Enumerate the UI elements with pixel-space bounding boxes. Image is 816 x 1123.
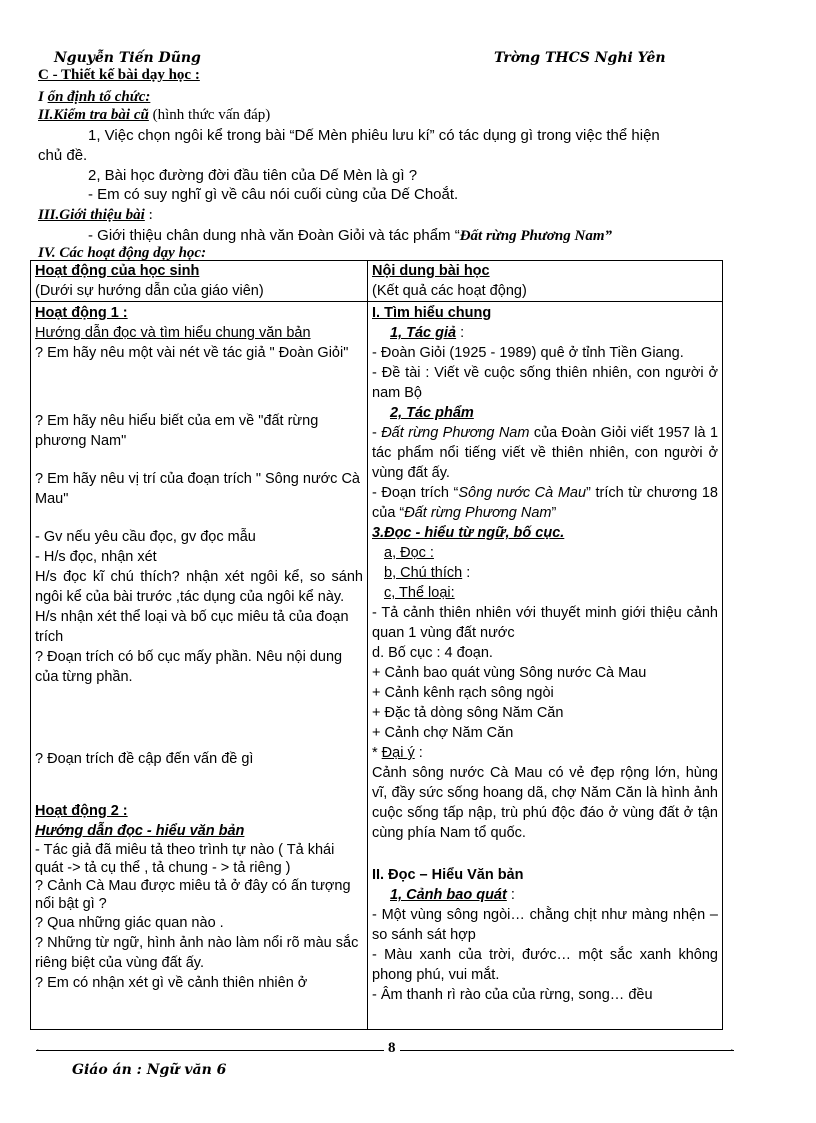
- intro-text: [88, 226, 612, 246]
- author-label: 1, Tác giả: [390, 325, 457, 341]
- question-issue: ? Đoạn trích đề cập đến vấn đề gì: [35, 751, 254, 767]
- genre-text: - Tả cảnh thiên nhiên với thuyết minh giới thiệu cảnh quan 1 vùng đất nước: [372, 605, 718, 641]
- intro-work-title: Đất rừng Phương Nam”: [459, 228, 613, 244]
- question-senses: ? Qua những giác quan nào .: [35, 915, 224, 931]
- item-c: c, Thể loại:: [384, 585, 455, 601]
- left-content-cell: [31, 302, 368, 1030]
- section-c-title: C - Thiết kế bài dạy học :: [38, 67, 200, 83]
- section-ii-label: II.Kiểm tra bài cũ: [38, 107, 149, 123]
- structure-part-1: + Cảnh bao quát vùng Sông nước Cà Mau: [372, 665, 647, 681]
- work-heading: 2, Tác phẩm: [390, 405, 474, 421]
- student-reading: - H/s đọc, nhận xét: [35, 549, 157, 565]
- overview-point-3: - Âm thanh rì rào của của rừng, song… đều: [372, 987, 653, 1003]
- structure-part-2: + Cảnh kênh rạch sông ngòi: [372, 685, 554, 701]
- work-excerpt-title: Sông nước Cà Mau: [458, 485, 587, 501]
- work-info-2-c: ” trích từ chương 18 của “: [372, 485, 718, 521]
- section-2-title: II. Đọc – Hiểu Văn bản: [372, 867, 524, 883]
- section-iv-title: IV. Các hoạt động dạy học:: [38, 245, 207, 261]
- right-content-cell: [368, 302, 723, 1030]
- work-title-1: Đất rừng Phương Nam: [381, 425, 530, 441]
- section-ii-title: [38, 106, 270, 125]
- section-iii-title: [38, 206, 153, 225]
- left-header-title: Hoạt động của học sinh: [35, 263, 200, 279]
- question-position: ? Em hãy nêu vị trí của đoạn trích " Sông nước Cà Mau": [35, 471, 360, 507]
- activity-2-subtitle: Hướng dẫn đọc - hiểu văn bản: [35, 823, 245, 839]
- question-impression: ? Cảnh Cà Mau được miêu tả ở đây có ấn tượng nổi bật gì ?: [35, 878, 351, 912]
- work-info-1-text: của Đoàn Giỏi viết 1957 là 1 tác phẩm nổi tiếng viết về thiên nhiên, con người ở vùng đất ấy.: [372, 425, 719, 481]
- work-info-2-a: - Đoạn trích “: [372, 485, 459, 501]
- overview-heading: [372, 885, 718, 905]
- review-question-3: - Em có suy nghĩ gì về câu nói cuối cùng của Dế Choắt.: [88, 186, 459, 203]
- section-iii-colon: :: [144, 207, 153, 223]
- item-b-label: b, Chú thích: [384, 565, 463, 581]
- section-i-text: ổn định tổ chức:: [47, 89, 151, 105]
- header-author: Nguyễn Tiến Dũng: [54, 50, 201, 66]
- overview-label: 1, Cảnh bao quát: [390, 887, 507, 903]
- review-question-2: 2, Bài học đường đời đầu tiên của Dế Mèn là gì ?: [88, 167, 418, 184]
- main-idea-heading: * Đại ý :: [372, 745, 423, 761]
- main-idea-text: Cảnh sông nước Cà Mau có vẻ đẹp rộng lớn, hùng vĩ, đầy sức sống hoang dã, chợ Năm Căn là hình ảnh cuộc sống tấp nập, trù phú độc đáo ở vùng đất ở tận cùng phía Nam tổ quốc.: [372, 765, 718, 841]
- right-header-title: Nội dung bài học: [372, 263, 490, 279]
- overview-colon: :: [506, 887, 515, 903]
- section-1-title: I. Tìm hiểu chung: [372, 305, 492, 321]
- question-order: - Tác giả đã miêu tả theo trình tự nào ( Tả khái quát -> tả cụ thể , tả chung - > tả riêng ): [35, 842, 335, 876]
- left-header-cell: [31, 261, 368, 302]
- author-info-2: - Đề tài : Viết về cuộc sống thiên nhiên, con người ở nam Bộ: [372, 365, 718, 401]
- teacher-reading: - Gv nếu yêu cầu đọc, gv đọc mẫu: [35, 529, 256, 545]
- question-words: ? Những từ ngữ, hình ảnh nào làm nổi rõ màu sắc riêng biệt của vùng đất ấy.: [35, 935, 359, 971]
- header-school: Trờng THCS Nghi Yên: [494, 50, 666, 66]
- footer-dot-right: .: [730, 1040, 734, 1055]
- student-genre: H/s nhận xét thể loại và bố cục miêu tả của đoạn trích: [35, 609, 349, 645]
- item-a: a, Đọc :: [384, 545, 434, 561]
- intro-text-body: - Giới thiệu chân dung nhà văn Đoàn Giỏi và tác phẩm “: [88, 227, 460, 244]
- work-info-2-e: ”: [551, 505, 557, 521]
- right-header-subtitle: (Kết quả các hoạt động): [372, 283, 527, 299]
- item-b-colon: :: [462, 565, 471, 581]
- activity-2-title: Hoạt động 2 :: [35, 803, 128, 819]
- work-info-2: [372, 483, 718, 523]
- work-title-2: Đất rừng Phương Nam: [404, 505, 552, 521]
- item-b: [372, 563, 718, 583]
- reading-heading: 3.Đọc - hiểu từ ngữ, bố cục.: [372, 525, 565, 541]
- left-header-subtitle: (Dưới sự hướng dẫn của giáo viên): [35, 283, 264, 299]
- activity-1-subtitle: Hướng dẫn đọc và tìm hiểu chung văn bản: [35, 325, 311, 341]
- author-heading: [372, 323, 718, 343]
- footer-title: Giáo án : Ngữ văn 6: [72, 1062, 227, 1078]
- structure-heading: d. Bố cục : 4 đoạn.: [372, 645, 493, 661]
- question-comment: ? Em có nhận xét gì về cảnh thiên nhiên ở: [35, 975, 308, 991]
- work-info-1: - Đất rừng Phương Nam của Đoàn Giỏi viết 1957 là 1 tác phẩm nổi tiếng viết về thiên nhiên, con người ở vùng đất ấy.: [372, 425, 719, 481]
- review-question-1: 1, Việc chọn ngôi kể trong bài “Dế Mèn phiêu lưu kí” có tác dụng gì trong việc thể hiện: [88, 127, 660, 144]
- question-work: ? Em hãy nêu hiểu biết của em về "đất rừng phương Nam": [35, 413, 319, 449]
- structure-part-4: + Cảnh chợ Năm Căn: [372, 725, 514, 741]
- footer-dot-left: .: [36, 1040, 40, 1055]
- review-question-1-cont: chủ đề.: [38, 147, 88, 164]
- structure-part-3: + Đặc tả dòng sông Năm Căn: [372, 705, 564, 721]
- activity-1-title: Hoạt động 1 :: [35, 305, 128, 321]
- overview-point-1: - Một vùng sông ngòi… chằng chịt như màng nhện – so sánh sát hợp: [372, 907, 718, 943]
- section-i-number: I: [38, 89, 44, 105]
- author-info-1: - Đoàn Giỏi (1925 - 1989) quê ở tỉnh Tiền Giang.: [372, 345, 684, 361]
- right-header-cell: [368, 261, 723, 302]
- main-idea-label: Đại ý: [381, 745, 415, 761]
- lesson-table: [30, 260, 723, 1030]
- student-notes: H/s đọc kĩ chú thích? nhận xét ngôi kể, so sánh ngôi kể của bài trước ,tác dụng của ngôi kể này.: [35, 569, 363, 605]
- question-structure: ? Đoạn trích có bố cục mấy phần. Nêu nội dung của từng phần.: [35, 649, 343, 685]
- section-ii-note: (hình thức vấn đáp): [148, 107, 271, 123]
- section-iii-label: III.Giới thiệu bài: [38, 207, 145, 223]
- author-colon: :: [456, 325, 465, 341]
- overview-point-2: - Màu xanh của trời, đước… một sắc xanh không phong phú, vui mắt.: [372, 947, 718, 983]
- page-number: 8: [384, 1040, 400, 1057]
- question-author: ? Em hãy nêu một vài nét về tác giả " Đoàn Giỏi": [35, 345, 349, 361]
- section-i-title: [38, 88, 150, 107]
